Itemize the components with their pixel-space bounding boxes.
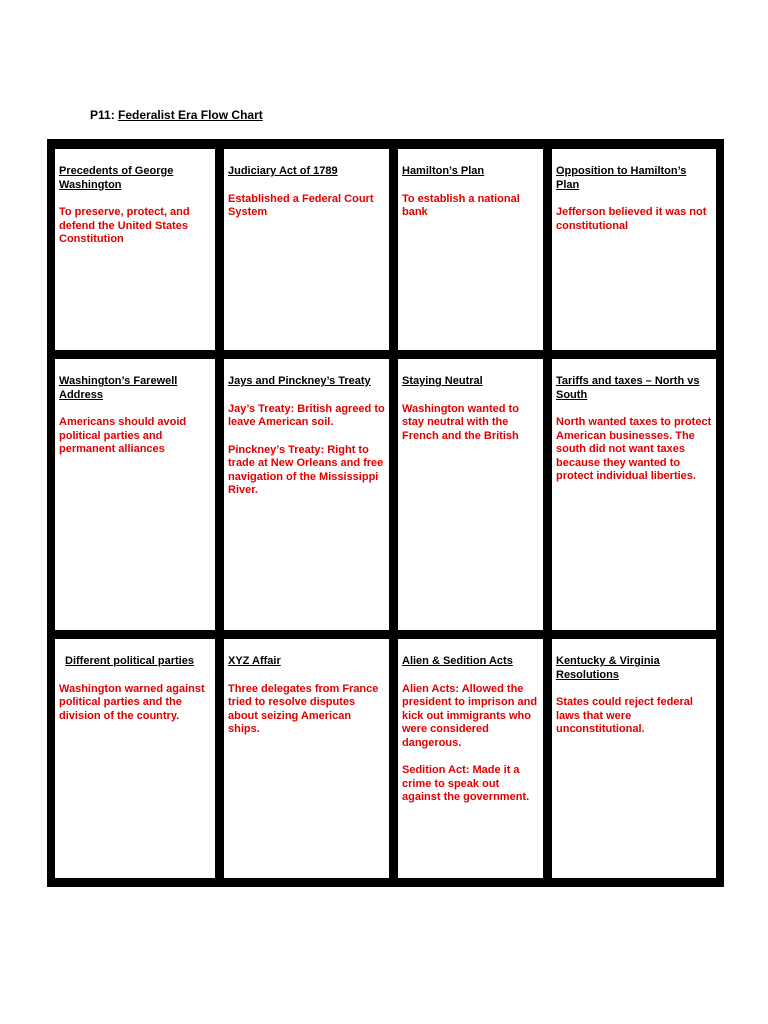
cell-body: North wanted taxes to protect American businesses. The south did not want taxes because they wanted to protect individual liberties. [556,416,712,482]
cell-body: Washington warned against political parties and the division of the country. [59,682,205,722]
cell-body: Sedition Act: Made it a crime to speak out against the government. [402,764,530,803]
cell-heading: Washington’s Farewell Address [59,375,178,401]
cell-heading: Tariffs and taxes – North vs South [556,375,700,401]
cell-body: Jefferson believed it was not constitutional [556,206,707,232]
cell-body: Alien Acts: Allowed the president to imprison and kick out immigrants who were considered dangerous. [402,682,538,749]
cell-heading: Different political parties [65,655,194,667]
flow-chart-grid [47,139,724,887]
page-title-name: Federalist Era Flow Chart [118,108,263,122]
cell-body: States could reject federal laws that were unconstitutional. [556,696,693,735]
cell-body: Americans should avoid political parties and permanent alliances [59,416,187,455]
cell-tariffs-taxes [552,359,716,630]
page-title-prefix: P11: [90,108,119,122]
cell-alien-sedition-acts [398,639,543,878]
cell-xyz-affair [224,639,389,878]
cell-body: To establish a national bank [402,192,520,218]
cell-heading: Opposition to Hamilton’s Plan [556,165,687,191]
cell-heading: Hamilton’s Plan [402,165,485,177]
cell-judiciary-act [224,149,389,350]
cell-heading: Jays and Pinckney’s Treaty [228,375,371,387]
cell-body: Three delegates from France tried to resolve disputes about seizing American ships. [228,682,379,735]
cell-hamiltons-plan [398,149,543,350]
cell-political-parties [55,639,215,878]
cell-heading: Precedents of George Washington [59,165,174,191]
cell-heading: XYZ Affair [228,655,281,667]
cell-body: Jay’s Treaty: British agreed to leave American soil. [228,402,385,428]
page-title [90,108,263,122]
cell-body: Washington wanted to stay neutral with the French and the British [402,402,519,442]
cell-staying-neutral [398,359,543,630]
cell-kentucky-virginia [552,639,716,878]
cell-farewell-address [55,359,215,630]
cell-jays-pinckneys-treaty [224,359,389,630]
cell-heading: Staying Neutral [402,375,483,387]
cell-heading: Alien & Sedition Acts [402,655,513,667]
cell-heading: Judiciary Act of 1789 [228,165,338,177]
cell-body: Pinckney’s Treaty: Right to trade at New Orleans and free navigation of the Mississippi River. [228,443,384,496]
cell-precedents-washington [55,149,215,350]
cell-body: To preserve, protect, and defend the United States Constitution [59,206,190,245]
cell-heading: Kentucky & Virginia Resolutions [556,655,660,681]
cell-body: Established a Federal Court System [228,192,374,218]
cell-opposition-hamilton [552,149,716,350]
